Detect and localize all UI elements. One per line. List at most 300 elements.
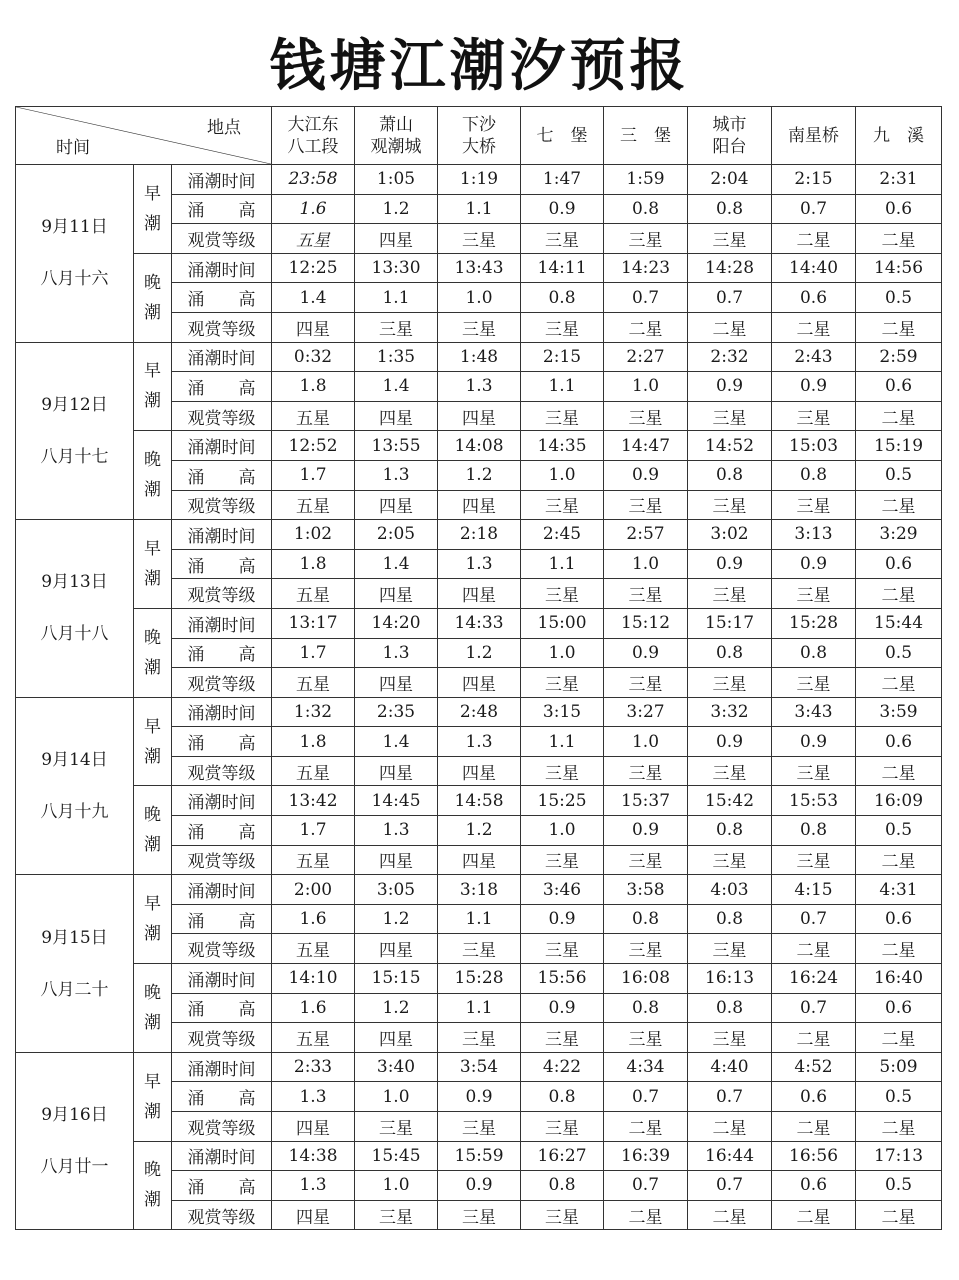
grade-value-cell: 二星 [856, 1112, 942, 1142]
morning-tide-label [134, 697, 172, 786]
grade-value-cell: 三星 [438, 1023, 521, 1053]
row-label-time: 涌潮时间 [172, 520, 272, 550]
time-value-cell: 2:15 [521, 342, 604, 372]
morning-tide-label [134, 342, 172, 431]
height-value-cell: 0.7 [772, 194, 856, 224]
grade-value-cell: 四星 [272, 1200, 355, 1230]
grade-value-cell: 三星 [438, 1200, 521, 1230]
time-value-cell: 1:47 [521, 165, 604, 195]
time-value-cell: 15:59 [438, 1141, 521, 1171]
height-value-cell: 0.5 [856, 283, 942, 313]
height-value-cell: 0.8 [772, 816, 856, 846]
height-value-cell: 1.3 [355, 638, 438, 668]
tide-label-char: 潮 [144, 924, 161, 945]
height-value-cell: 0.8 [688, 816, 772, 846]
row-label-height: 涌 高 [172, 283, 272, 313]
time-value-cell: 4:22 [521, 1052, 604, 1082]
height-value-cell: 1.2 [438, 816, 521, 846]
grade-value-cell: 五星 [272, 1023, 355, 1053]
grade-value-cell: 三星 [521, 934, 604, 964]
row-label-time: 涌潮时间 [172, 697, 272, 727]
grade-value-cell: 四星 [355, 579, 438, 609]
date-cell [16, 165, 134, 343]
time-value-cell: 13:17 [272, 608, 355, 638]
height-value-cell: 0.6 [856, 372, 942, 402]
table-row [16, 253, 942, 283]
grade-value-cell: 四星 [355, 490, 438, 520]
table-row [16, 342, 942, 372]
height-value-cell: 1.7 [272, 638, 355, 668]
time-value-cell: 2:48 [438, 697, 521, 727]
height-value-cell: 0.7 [772, 993, 856, 1023]
table-row [16, 875, 942, 905]
time-value-cell: 5:09 [856, 1052, 942, 1082]
height-value-cell: 0.9 [688, 727, 772, 757]
grade-value-cell: 三星 [772, 401, 856, 431]
location-header: 大江东 八工段 [272, 107, 355, 165]
row-label-height: 涌 高 [172, 1171, 272, 1201]
row-label-grade: 观赏等级 [172, 668, 272, 698]
grade-value-cell: 四星 [355, 934, 438, 964]
time-value-cell: 4:15 [772, 875, 856, 905]
location-header: 南星桥 [772, 107, 856, 165]
time-value-cell: 2:35 [355, 697, 438, 727]
grade-value-cell: 二星 [856, 845, 942, 875]
height-value-cell: 1.2 [438, 460, 521, 490]
row-label-height: 涌 高 [172, 549, 272, 579]
time-value-cell: 3:32 [688, 697, 772, 727]
time-value-cell: 2:04 [688, 165, 772, 195]
height-value-cell: 1.6 [272, 194, 355, 224]
time-value-cell: 16:09 [856, 786, 942, 816]
row-label-height: 涌 高 [172, 1082, 272, 1112]
row-label-grade: 观赏等级 [172, 1023, 272, 1053]
height-value-cell: 0.5 [856, 1082, 942, 1112]
grade-value-cell: 三星 [521, 312, 604, 342]
grade-value-cell: 二星 [856, 401, 942, 431]
height-value-cell: 1.8 [272, 549, 355, 579]
time-value-cell: 14:52 [688, 431, 772, 461]
time-value-cell: 2:27 [604, 342, 688, 372]
height-value-cell: 0.6 [856, 993, 942, 1023]
grade-value-cell: 二星 [856, 1200, 942, 1230]
height-value-cell: 1.1 [438, 194, 521, 224]
time-value-cell: 14:08 [438, 431, 521, 461]
morning-tide-label [134, 520, 172, 609]
table-row [16, 1141, 942, 1171]
height-value-cell: 0.9 [521, 993, 604, 1023]
height-value-cell: 1.1 [521, 727, 604, 757]
grade-value-cell: 三星 [772, 756, 856, 786]
height-value-cell: 1.0 [355, 1082, 438, 1112]
height-value-cell: 1.1 [438, 993, 521, 1023]
height-value-cell: 1.8 [272, 727, 355, 757]
grade-value-cell: 三星 [521, 1200, 604, 1230]
table-row [16, 964, 942, 994]
grade-value-cell: 四星 [272, 312, 355, 342]
grade-value-cell: 二星 [772, 1112, 856, 1142]
row-label-height: 涌 高 [172, 194, 272, 224]
time-value-cell: 15:42 [688, 786, 772, 816]
tide-label-char: 潮 [144, 1101, 161, 1122]
row-label-time: 涌潮时间 [172, 165, 272, 195]
grade-value-cell: 二星 [856, 756, 942, 786]
grade-value-cell: 二星 [772, 1023, 856, 1053]
solar-date: 9月14日 [41, 749, 108, 770]
height-value-cell: 1.4 [355, 372, 438, 402]
evening-tide-label [134, 786, 172, 875]
row-label-time: 涌潮时间 [172, 608, 272, 638]
time-value-cell: 2:32 [688, 342, 772, 372]
time-value-cell: 14:38 [272, 1141, 355, 1171]
evening-tide-label [134, 253, 172, 342]
row-label-height: 涌 高 [172, 727, 272, 757]
lunar-date: 八月十八 [40, 624, 109, 645]
row-label-grade: 观赏等级 [172, 401, 272, 431]
evening-tide-label [134, 1141, 172, 1230]
time-value-cell: 4:03 [688, 875, 772, 905]
height-value-cell: 0.6 [856, 727, 942, 757]
time-value-cell: 3:40 [355, 1052, 438, 1082]
row-label-height: 涌 高 [172, 993, 272, 1023]
grade-value-cell: 四星 [355, 756, 438, 786]
time-value-cell: 16:44 [688, 1141, 772, 1171]
page-title: 钱塘江潮汐预报 [269, 34, 690, 99]
height-value-cell: 0.8 [688, 194, 772, 224]
location-header: 九 溪 [856, 107, 942, 165]
row-label-grade: 观赏等级 [172, 490, 272, 520]
row-label-height: 涌 高 [172, 460, 272, 490]
grade-value-cell: 五星 [272, 668, 355, 698]
tide-label-char: 潮 [144, 1012, 161, 1033]
time-value-cell: 3:59 [856, 697, 942, 727]
height-value-cell: 0.9 [521, 904, 604, 934]
height-value-cell: 1.3 [438, 549, 521, 579]
grade-value-cell: 三星 [604, 756, 688, 786]
time-value-cell: 1:48 [438, 342, 521, 372]
grade-value-cell: 四星 [272, 1112, 355, 1142]
grade-value-cell: 三星 [688, 490, 772, 520]
location-header: 七 堡 [521, 107, 604, 165]
time-value-cell: 15:37 [604, 786, 688, 816]
height-value-cell: 1.1 [521, 549, 604, 579]
lunar-date: 八月廿一 [40, 1157, 109, 1178]
height-value-cell: 0.8 [604, 904, 688, 934]
height-value-cell: 0.9 [604, 816, 688, 846]
table-row [16, 520, 942, 550]
time-axis-label: 时间 [56, 138, 90, 158]
grade-value-cell: 二星 [688, 1112, 772, 1142]
grade-value-cell: 三星 [521, 845, 604, 875]
height-value-cell: 1.3 [272, 1171, 355, 1201]
grade-value-cell: 三星 [772, 579, 856, 609]
grade-value-cell: 二星 [604, 312, 688, 342]
grade-value-cell: 四星 [438, 490, 521, 520]
height-value-cell: 0.8 [688, 904, 772, 934]
grade-value-cell: 四星 [355, 668, 438, 698]
row-label-grade: 观赏等级 [172, 934, 272, 964]
grade-value-cell: 四星 [438, 401, 521, 431]
time-value-cell: 13:43 [438, 253, 521, 283]
height-value-cell: 0.7 [604, 283, 688, 313]
height-value-cell: 0.8 [604, 194, 688, 224]
time-value-cell: 3:29 [856, 520, 942, 550]
lunar-date: 八月二十 [40, 979, 109, 1000]
solar-date: 9月16日 [41, 1105, 108, 1126]
table-row [16, 697, 942, 727]
grade-value-cell: 三星 [521, 756, 604, 786]
row-label-grade: 观赏等级 [172, 224, 272, 254]
time-value-cell: 4:40 [688, 1052, 772, 1082]
date-cell [16, 1052, 134, 1230]
tide-label-char: 晚 [144, 805, 161, 826]
solar-date: 9月11日 [41, 217, 108, 238]
grade-value-cell: 三星 [521, 1112, 604, 1142]
table-row [16, 431, 942, 461]
lunar-date: 八月十六 [40, 269, 109, 290]
grade-value-cell: 三星 [688, 934, 772, 964]
grade-value-cell: 三星 [772, 845, 856, 875]
height-value-cell: 0.9 [438, 1171, 521, 1201]
grade-value-cell: 三星 [604, 668, 688, 698]
height-value-cell: 0.9 [438, 1082, 521, 1112]
time-value-cell: 15:19 [856, 431, 942, 461]
height-value-cell: 1.2 [438, 638, 521, 668]
time-value-cell: 2:57 [604, 520, 688, 550]
time-value-cell: 3:15 [521, 697, 604, 727]
time-value-cell: 15:45 [355, 1141, 438, 1171]
height-value-cell: 0.9 [521, 194, 604, 224]
date-cell [16, 697, 134, 875]
tide-label-char: 潮 [144, 835, 161, 856]
grade-value-cell: 二星 [772, 1200, 856, 1230]
time-value-cell: 3:58 [604, 875, 688, 905]
row-label-time: 涌潮时间 [172, 342, 272, 372]
tide-label-char: 晚 [144, 272, 161, 293]
time-value-cell: 16:27 [521, 1141, 604, 1171]
time-value-cell: 15:28 [438, 964, 521, 994]
height-value-cell: 0.8 [688, 993, 772, 1023]
height-value-cell: 1.7 [272, 816, 355, 846]
row-label-grade: 观赏等级 [172, 579, 272, 609]
height-value-cell: 0.7 [604, 1082, 688, 1112]
height-value-cell: 1.0 [521, 638, 604, 668]
height-value-cell: 0.6 [856, 904, 942, 934]
height-value-cell: 1.0 [604, 549, 688, 579]
morning-tide-label [134, 875, 172, 964]
tide-label-char: 潮 [144, 302, 161, 323]
grade-value-cell: 四星 [438, 845, 521, 875]
height-value-cell: 1.4 [355, 727, 438, 757]
height-value-cell: 0.9 [604, 638, 688, 668]
time-value-cell: 2:59 [856, 342, 942, 372]
time-value-cell: 12:52 [272, 431, 355, 461]
grade-value-cell: 五星 [272, 579, 355, 609]
row-label-grade: 观赏等级 [172, 312, 272, 342]
time-value-cell: 1:32 [272, 697, 355, 727]
time-value-cell: 16:13 [688, 964, 772, 994]
tide-label-char: 早 [144, 361, 161, 382]
tide-label-char: 潮 [144, 1190, 161, 1211]
tide-label-char: 晚 [144, 450, 161, 471]
location-header: 萧山 观潮城 [355, 107, 438, 165]
grade-value-cell: 二星 [856, 490, 942, 520]
height-value-cell: 0.8 [521, 1082, 604, 1112]
height-value-cell: 1.7 [272, 460, 355, 490]
height-value-cell: 1.3 [438, 727, 521, 757]
height-value-cell: 1.2 [355, 904, 438, 934]
tide-label-char: 早 [144, 183, 161, 204]
grade-value-cell: 三星 [521, 1023, 604, 1053]
height-value-cell: 1.3 [355, 460, 438, 490]
height-value-cell: 1.2 [355, 993, 438, 1023]
time-value-cell: 2:18 [438, 520, 521, 550]
location-header: 城市 阳台 [688, 107, 772, 165]
row-label-time: 涌潮时间 [172, 964, 272, 994]
time-value-cell: 4:52 [772, 1052, 856, 1082]
grade-value-cell: 四星 [438, 668, 521, 698]
grade-value-cell: 三星 [438, 1112, 521, 1142]
time-value-cell: 1:35 [355, 342, 438, 372]
grade-value-cell: 三星 [521, 401, 604, 431]
time-value-cell: 1:19 [438, 165, 521, 195]
grade-value-cell: 二星 [856, 1023, 942, 1053]
height-value-cell: 1.0 [521, 460, 604, 490]
row-label-height: 涌 高 [172, 638, 272, 668]
time-value-cell: 16:24 [772, 964, 856, 994]
grade-value-cell: 三星 [604, 845, 688, 875]
time-value-cell: 1:59 [604, 165, 688, 195]
height-value-cell: 0.5 [856, 1171, 942, 1201]
grade-value-cell: 三星 [438, 934, 521, 964]
height-value-cell: 0.8 [772, 460, 856, 490]
row-label-grade: 观赏等级 [172, 845, 272, 875]
grade-value-cell: 三星 [688, 224, 772, 254]
time-value-cell: 3:13 [772, 520, 856, 550]
row-label-grade: 观赏等级 [172, 756, 272, 786]
date-cell [16, 520, 134, 698]
time-value-cell: 15:00 [521, 608, 604, 638]
grade-value-cell: 二星 [856, 668, 942, 698]
grade-value-cell: 三星 [688, 579, 772, 609]
height-value-cell: 0.6 [772, 1082, 856, 1112]
height-value-cell: 1.4 [272, 283, 355, 313]
tide-table-body [16, 165, 942, 1230]
table-row [16, 165, 942, 195]
height-value-cell: 0.7 [688, 1171, 772, 1201]
height-value-cell: 0.9 [688, 372, 772, 402]
height-value-cell: 1.0 [521, 816, 604, 846]
time-value-cell: 3:05 [355, 875, 438, 905]
time-value-cell: 2:00 [272, 875, 355, 905]
height-value-cell: 0.8 [604, 993, 688, 1023]
grade-value-cell: 三星 [688, 1023, 772, 1053]
grade-value-cell: 五星 [272, 490, 355, 520]
row-label-time: 涌潮时间 [172, 786, 272, 816]
row-label-time: 涌潮时间 [172, 1141, 272, 1171]
time-value-cell: 14:10 [272, 964, 355, 994]
grade-value-cell: 三星 [604, 934, 688, 964]
time-value-cell: 14:56 [856, 253, 942, 283]
solar-date: 9月15日 [41, 927, 108, 948]
morning-tide-label [134, 1052, 172, 1141]
row-label-grade: 观赏等级 [172, 1112, 272, 1142]
height-value-cell: 0.6 [856, 194, 942, 224]
grade-value-cell: 四星 [355, 845, 438, 875]
height-value-cell: 0.8 [688, 638, 772, 668]
height-value-cell: 1.8 [272, 372, 355, 402]
corner-header-cell [16, 107, 272, 165]
grade-value-cell: 五星 [272, 934, 355, 964]
row-label-height: 涌 高 [172, 372, 272, 402]
grade-value-cell: 二星 [856, 312, 942, 342]
time-value-cell: 14:33 [438, 608, 521, 638]
row-label-height: 涌 高 [172, 904, 272, 934]
tide-label-char: 潮 [144, 391, 161, 412]
tide-label-char: 早 [144, 894, 161, 915]
grade-value-cell: 二星 [772, 312, 856, 342]
time-value-cell: 14:20 [355, 608, 438, 638]
location-header: 下沙 大桥 [438, 107, 521, 165]
time-value-cell: 4:31 [856, 875, 942, 905]
grade-value-cell: 五星 [272, 756, 355, 786]
height-value-cell: 0.8 [772, 638, 856, 668]
grade-value-cell: 三星 [688, 668, 772, 698]
time-value-cell: 1:02 [272, 520, 355, 550]
grade-value-cell: 三星 [772, 668, 856, 698]
height-value-cell: 1.4 [355, 549, 438, 579]
time-value-cell: 2:43 [772, 342, 856, 372]
time-value-cell: 15:44 [856, 608, 942, 638]
time-value-cell: 4:34 [604, 1052, 688, 1082]
time-value-cell: 15:53 [772, 786, 856, 816]
grade-value-cell: 三星 [688, 845, 772, 875]
time-value-cell: 3:43 [772, 697, 856, 727]
height-value-cell: 0.6 [856, 549, 942, 579]
date-cell [16, 342, 134, 520]
grade-value-cell: 四星 [438, 756, 521, 786]
height-value-cell: 0.9 [772, 727, 856, 757]
grade-value-cell: 二星 [856, 224, 942, 254]
tide-label-char: 潮 [144, 569, 161, 590]
time-value-cell: 3:18 [438, 875, 521, 905]
grade-value-cell: 二星 [688, 1200, 772, 1230]
time-value-cell: 14:58 [438, 786, 521, 816]
height-value-cell: 0.5 [856, 816, 942, 846]
time-value-cell: 23:58 [272, 165, 355, 195]
header-row [16, 107, 942, 165]
lunar-date: 八月十七 [40, 446, 109, 467]
time-value-cell: 14:47 [604, 431, 688, 461]
time-value-cell: 14:35 [521, 431, 604, 461]
evening-tide-label [134, 964, 172, 1053]
height-value-cell: 0.7 [688, 283, 772, 313]
time-value-cell: 13:30 [355, 253, 438, 283]
height-value-cell: 0.9 [604, 460, 688, 490]
time-value-cell: 3:54 [438, 1052, 521, 1082]
grade-value-cell: 三星 [355, 1200, 438, 1230]
time-value-cell: 14:45 [355, 786, 438, 816]
grade-value-cell: 三星 [438, 224, 521, 254]
height-value-cell: 0.8 [521, 1171, 604, 1201]
grade-value-cell: 三星 [521, 579, 604, 609]
tide-label-char: 潮 [144, 657, 161, 678]
time-value-cell: 16:56 [772, 1141, 856, 1171]
height-value-cell: 0.6 [772, 1171, 856, 1201]
time-value-cell: 3:27 [604, 697, 688, 727]
grade-value-cell: 二星 [604, 1112, 688, 1142]
height-value-cell: 1.3 [272, 1082, 355, 1112]
